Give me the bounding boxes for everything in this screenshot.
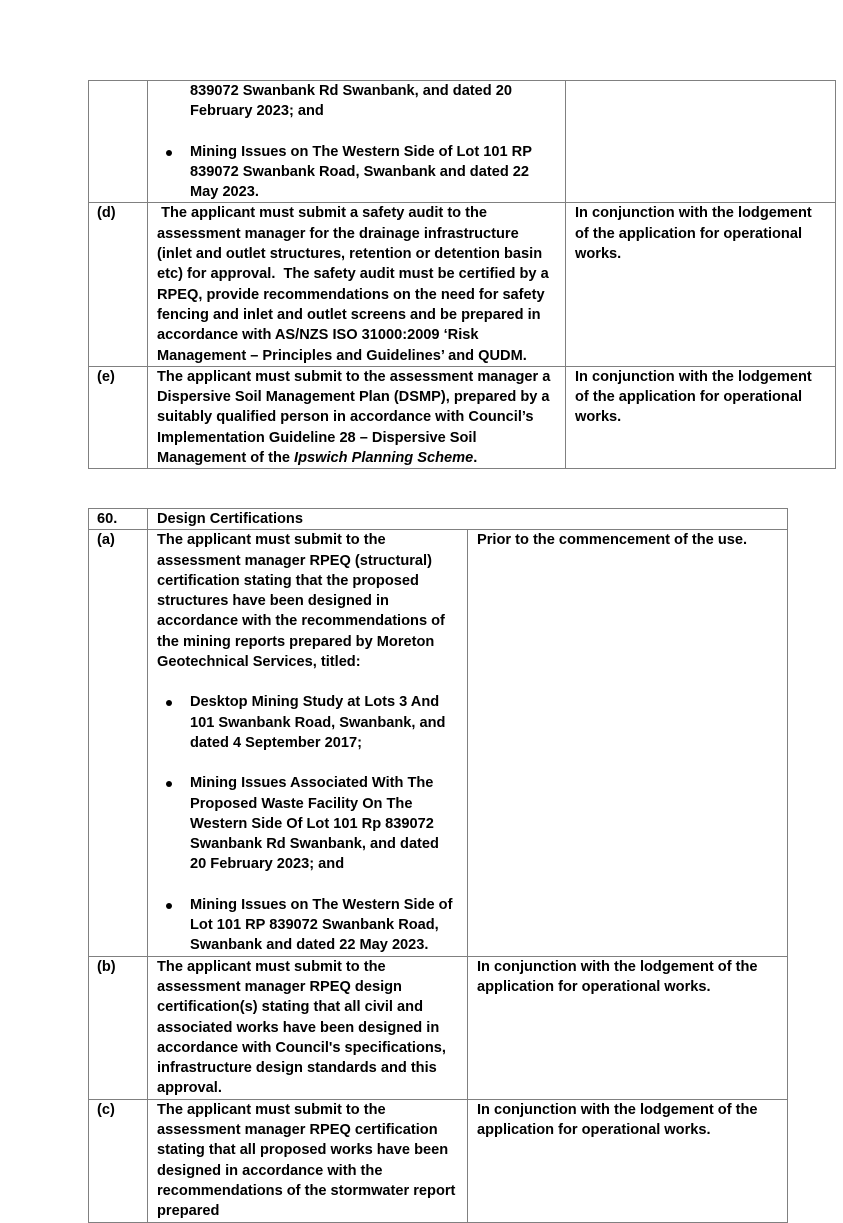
condition-text-cell: The applicant must submit to the assessment manager RPEQ design certification(s) stating that all civil and associated works have been designed in accordance with Council's specifications, infrastructure design standards and this approval. [148,956,468,1099]
bullet-list [157,142,557,203]
condition-text-cell [148,530,468,956]
conditions-table-continued [88,80,836,469]
condition-label-cell: (c) [89,1099,148,1222]
bullet-list [157,895,459,956]
timing-cell [566,81,836,203]
bullet-list [157,692,459,753]
condition-label-cell: (d) [89,203,148,366]
condition-text-end: . [473,450,478,467]
condition-heading: Design Certifications [148,509,788,530]
condition-text-cell: The applicant must submit to the assessment manager RPEQ certification stating that all proposed works have been designed in accordance with the recommendations of the stormwater report prepared [148,1099,468,1222]
condition-number: 60. [89,509,148,530]
table-row [89,530,788,956]
condition-label-cell: (b) [89,956,148,1099]
design-certifications-table [88,508,788,1223]
bullet-list [157,81,557,122]
table-row [89,366,836,468]
timing-cell: In conjunction with the lodgement of the application for operational works. [468,1099,788,1222]
list-item: Mining Issues on The Western Side of Lot 101 RP 839072 Swanbank Road, Swanbank and dated 22 May 2023. [157,895,459,956]
table-row [89,956,788,1099]
timing-cell: Prior to the commencement of the use. [468,530,788,956]
list-item-continued: 839072 Swanbank Rd Swanbank, and dated 20 February 2023; and [190,83,512,120]
condition-label-cell: (a) [89,530,148,956]
timing-cell: In conjunction with the lodgement of the application for operational works. [468,956,788,1099]
table-row [89,81,836,203]
timing-cell: In conjunction with the lodgement of the application for operational works. [566,366,836,468]
timing-cell: In conjunction with the lodgement of the application for operational works. [566,203,836,366]
condition-text-cell: The applicant must submit a safety audit to the assessment manager for the drainage infrastructure (inlet and outlet structures, retention or detention basin etc) for approval. The safety audit must be certified by a RPEQ, provide recommendations on the need for safety fencing and inlet and outlet screens and be prepared in accordance with AS/NZS ISO 31000:2009 ‘Risk Management – Principles and Guidelines’ and QUDM. [148,203,566,366]
table-heading-row [89,509,788,530]
condition-text: The applicant must submit to the assessment manager a Dispersive Soil Management Plan (DSMP), prepared by a suitably qualified person in accordance with Council’s Implementation Guideline 28 – Dispersive Soil Management of the [157,368,551,467]
list-item: Mining Issues Associated With The Proposed Waste Facility On The Western Side Of Lot 101 Rp 839072 Swanbank Rd Swanbank, and dated 20 February 2023; and [157,773,459,874]
list-item: Mining Issues on The Western Side of Lot 101 RP 839072 Swanbank Road, Swanbank and dated 22 May 2023. [157,142,557,203]
table-row [89,203,836,366]
condition-text-cell [148,366,566,468]
condition-text: The applicant must submit to the assessment manager RPEQ (structural) certification stating that the proposed structures have been designed in accordance with the recommendations of the mining reports prepared by Moreton Geotechnical Services, titled: [157,532,445,671]
condition-label-cell: (e) [89,366,148,468]
condition-text-cell [148,81,566,203]
condition-label-cell [89,81,148,203]
bullet-list [157,773,459,874]
planning-scheme-title: Ipswich Planning Scheme [294,450,474,467]
list-item: Desktop Mining Study at Lots 3 And 101 Swanbank Road, Swanbank, and dated 4 September 2017; [157,692,459,753]
table-row [89,1099,788,1222]
